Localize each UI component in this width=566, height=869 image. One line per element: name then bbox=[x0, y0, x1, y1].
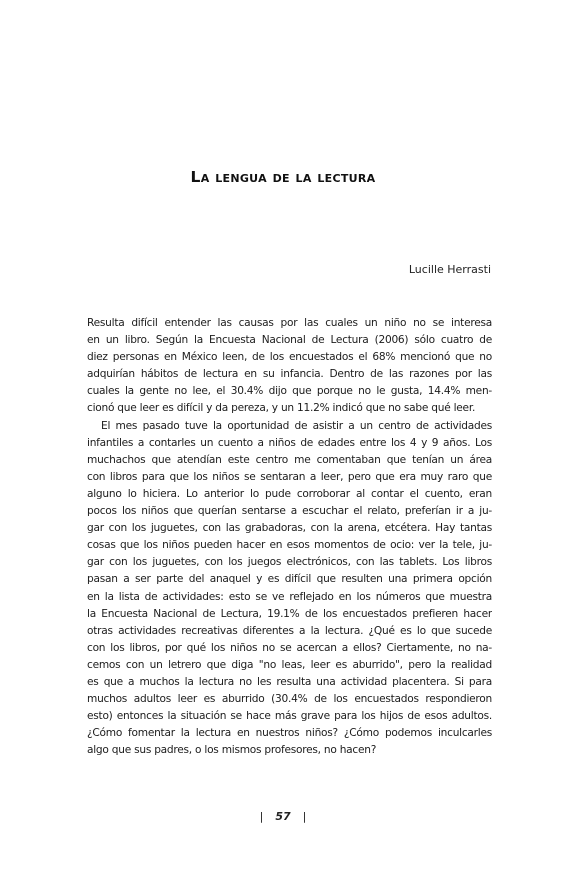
page-footer bbox=[0, 810, 566, 823]
text-line: esto) entonces la situación se hace más grave para los hijos de esos adultos. bbox=[87, 710, 492, 723]
text-line: otras actividades recreativas diferentes a la lectura. ¿Qué es lo que sucede bbox=[87, 624, 492, 637]
text-line: cemos con un letrero que diga "no leas, leer es aburrido", pero la realidad bbox=[87, 658, 492, 671]
text-line: cosas que los niños pueden hacer en esos momentos de ocio: ver la tele, ju- bbox=[87, 539, 492, 552]
page-number-divider-left: | bbox=[259, 810, 264, 823]
text-line: algo que sus padres, o los mismos profesores, no hacen? bbox=[87, 744, 377, 757]
text-line: ¿Cómo fomentar la lectura en nuestros niños? ¿Cómo podemos inculcarles bbox=[87, 727, 492, 740]
text-line: es que a muchos la lectura no les resulta una actividad placentera. Si para bbox=[87, 675, 492, 688]
text-line: pocos los niños que querían sentarse a escuchar el relato, preferían ir a ju- bbox=[87, 505, 492, 518]
text-line: gar con los juguetes, con los juegos electrónicos, con las tablets. Los libros bbox=[87, 556, 492, 569]
text-line: muchachos que atendían este centro me comentaban que tenían un área bbox=[87, 453, 492, 466]
text-line: gar con los juguetes, con las grabadoras, con la arena, etcétera. Hay tantas bbox=[87, 522, 492, 535]
text-line: Resulta difícil entender las causas por las cuales un niño no se interesa bbox=[87, 317, 492, 329]
text-line: con los libros, por qué los niños no se acercan a ellos? Ciertamente, no na- bbox=[87, 641, 492, 654]
chapter-title: La lengua de la lectura bbox=[190, 168, 376, 186]
author-name: Lucille Herrasti bbox=[408, 263, 491, 276]
paragraph-1 bbox=[87, 315, 492, 418]
text-line: El mes pasado tuve la oportunidad de asistir a un centro de actividades bbox=[101, 419, 492, 432]
text-line: la Encuesta Nacional de Lectura, 19.1% de los encuestados prefieren hacer bbox=[87, 607, 492, 620]
text-line: cuales la gente no lee, el 30.4% dijo que porque no le gusta, 14.4% men- bbox=[87, 385, 492, 398]
page-number-divider-right: | bbox=[302, 810, 307, 823]
text-line: infantiles a contarles un cuento a niños de edades entre los 4 y 9 años. Los bbox=[87, 436, 492, 449]
text-line: en la lista de actividades: esto se ve reflejado en los números que muestra bbox=[87, 590, 492, 603]
text-line: adquirían hábitos de lectura en su infancia. Dentro de las razones por las bbox=[87, 368, 492, 381]
text-line: en un libro. Según la Encuesta Nacional de Lectura (2006) sólo cuatro de bbox=[87, 334, 492, 347]
text-line: alguno lo hiciera. Lo anterior lo pude corroborar al contar el cuento, eran bbox=[87, 487, 492, 500]
chapter-body bbox=[87, 315, 492, 759]
page-number: 57 bbox=[275, 810, 291, 823]
text-line: diez personas en México leen, de los encuestados el 68% mencionó que no bbox=[87, 351, 492, 364]
text-line: cionó que leer es difícil y da pereza, y un 11.2% indicó que no sabe qué leer. bbox=[87, 402, 476, 415]
paragraph-2 bbox=[87, 418, 492, 760]
text-line: pasan a ser parte del anaquel y es difícil que resulten una primera opción bbox=[87, 573, 492, 586]
text-line: muchos adultos leer es aburrido (30.4% de los encuestados respondieron bbox=[87, 693, 492, 706]
text-line: con libros para que los niños se sentaran a leer, pero que era muy raro que bbox=[87, 470, 492, 483]
